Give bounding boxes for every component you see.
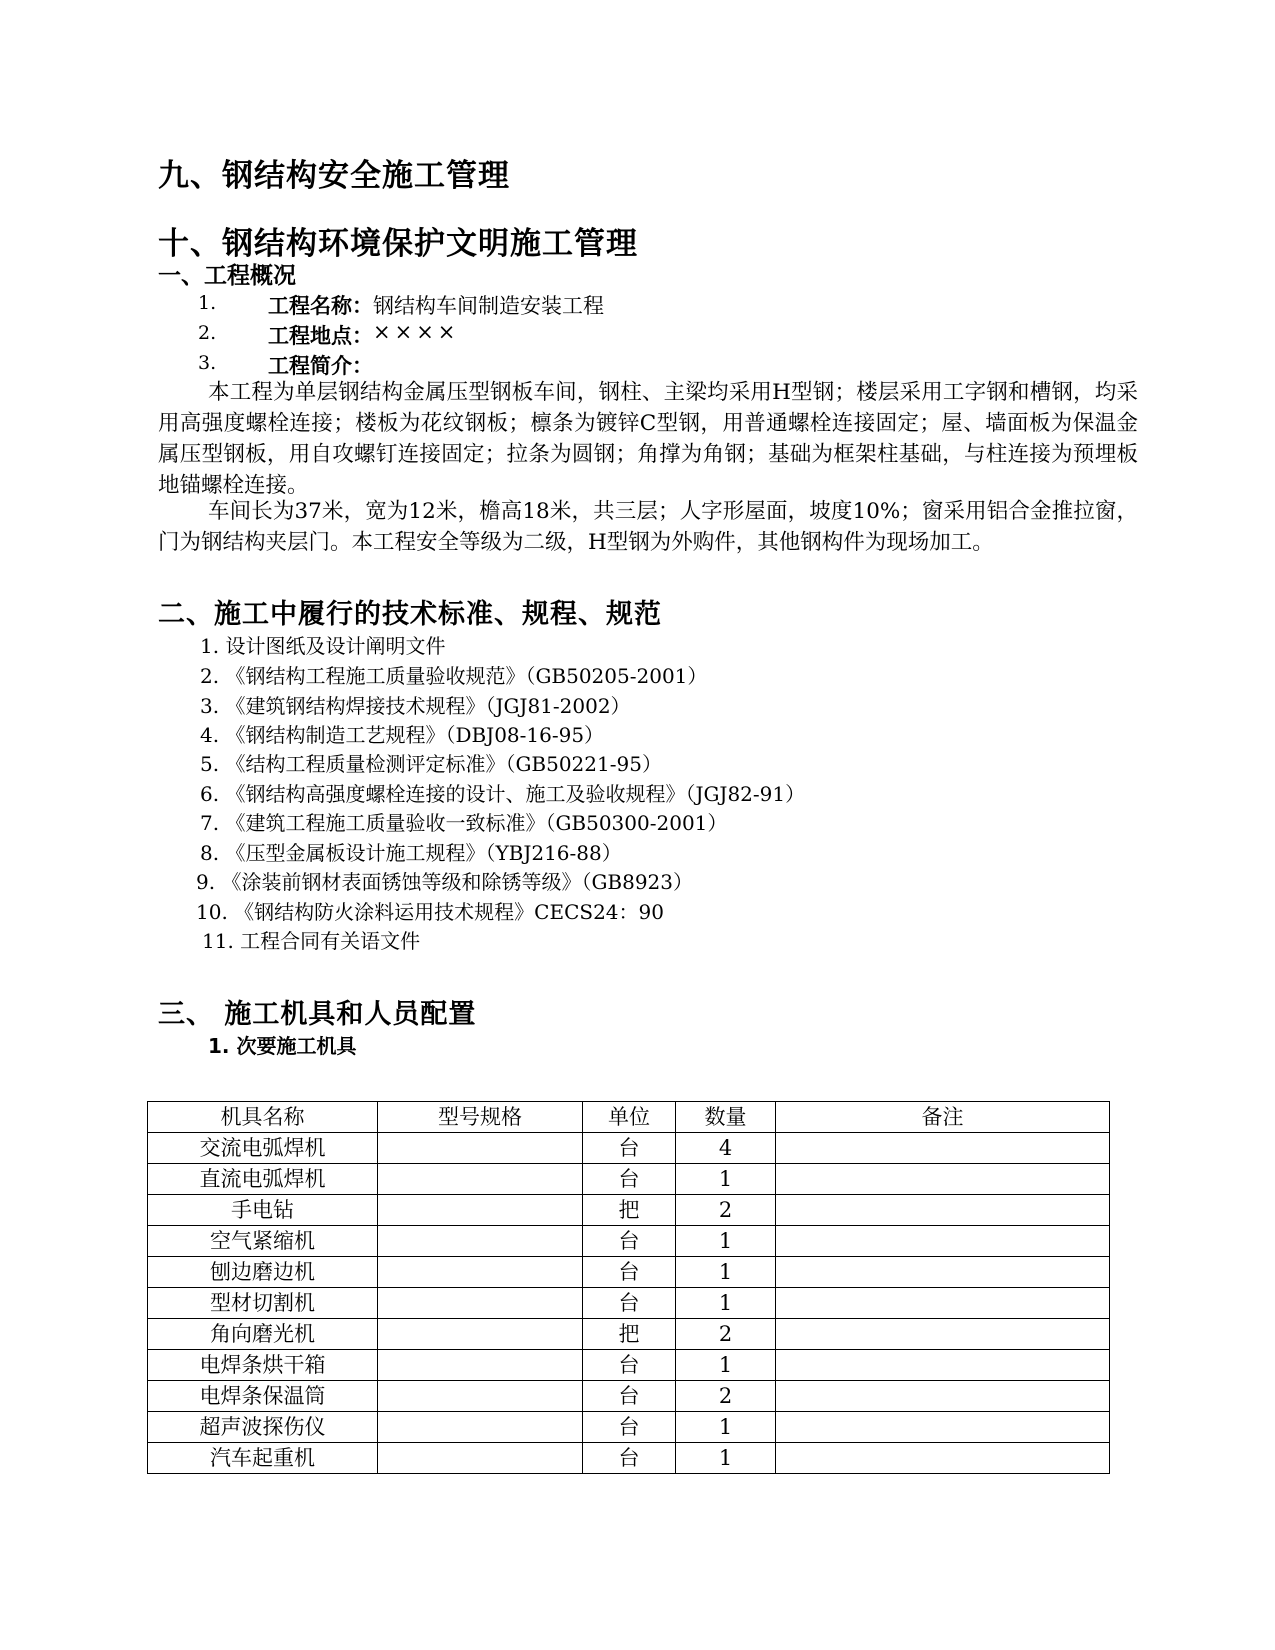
- cell-quantity: 2: [676, 1195, 776, 1226]
- table-row: [148, 1195, 1110, 1226]
- table-row: [148, 1133, 1110, 1164]
- cell-quantity: 2: [676, 1381, 776, 1412]
- heading-section-10: 十、钢结构环境保护文明施工管理: [158, 226, 638, 262]
- cell-quantity: 1: [676, 1412, 776, 1443]
- table-row: [148, 1288, 1110, 1319]
- table-row: [148, 1164, 1110, 1195]
- cell-unit: 台: [583, 1381, 676, 1412]
- cell-unit: 台: [583, 1443, 676, 1474]
- standard-item: 8. 《压型金属板设计施工规程》（YBJ216-88）: [200, 841, 622, 865]
- cell-tool-name: 手电钻: [148, 1195, 378, 1226]
- standard-item: 11. 工程合同有关语文件: [202, 929, 421, 953]
- cell-quantity: 1: [676, 1350, 776, 1381]
- cell-model-spec: [378, 1319, 583, 1350]
- cell-tool-name: 刨边磨边机: [148, 1257, 378, 1288]
- cell-model-spec: [378, 1288, 583, 1319]
- table-row: [148, 1412, 1110, 1443]
- overview-item-number: 1.: [198, 292, 217, 314]
- header-tool-name: 机具名称: [148, 1102, 378, 1133]
- overview-item-number: 3.: [198, 352, 217, 374]
- overview-item-value: 钢结构车间制造安装工程: [373, 294, 604, 318]
- cell-tool-name: 超声波探伤仪: [148, 1412, 378, 1443]
- table-row: [148, 1381, 1110, 1412]
- cell-model-spec: [378, 1133, 583, 1164]
- table-row: [148, 1350, 1110, 1381]
- table-row: [148, 1257, 1110, 1288]
- tools-table: [147, 1101, 1110, 1474]
- cell-tool-name: 电焊条保温筒: [148, 1381, 378, 1412]
- cell-tool-name: 角向磨光机: [148, 1319, 378, 1350]
- cell-tool-name: 交流电弧焊机: [148, 1133, 378, 1164]
- cell-unit: 台: [583, 1164, 676, 1195]
- standard-item: 10. 《钢结构防火涂料运用技术规程》CECS24：90: [196, 900, 664, 924]
- cell-quantity: 2: [676, 1319, 776, 1350]
- cell-unit: 把: [583, 1319, 676, 1350]
- standard-item: 5. 《结构工程质量检测评定标准》（GB50221-95）: [200, 752, 662, 776]
- cell-tool-name: 电焊条烘干箱: [148, 1350, 378, 1381]
- cell-model-spec: [378, 1350, 583, 1381]
- cell-tool-name: 汽车起重机: [148, 1443, 378, 1474]
- header-unit: 单位: [583, 1102, 676, 1133]
- standard-item: 3. 《建筑钢结构焊接技术规程》（JGJ81-2002）: [200, 694, 631, 718]
- cell-model-spec: [378, 1412, 583, 1443]
- cell-unit: 台: [583, 1288, 676, 1319]
- cell-tool-name: 直流电弧焊机: [148, 1164, 378, 1195]
- cell-remarks: [776, 1133, 1110, 1164]
- cell-model-spec: [378, 1257, 583, 1288]
- heading-section-9: 九、钢结构安全施工管理: [158, 158, 510, 194]
- cell-remarks: [776, 1257, 1110, 1288]
- cell-quantity: 1: [676, 1257, 776, 1288]
- cell-quantity: 1: [676, 1443, 776, 1474]
- header-remarks: 备注: [776, 1102, 1110, 1133]
- cell-tool-name: 空气紧缩机: [148, 1226, 378, 1257]
- cell-unit: 把: [583, 1195, 676, 1226]
- cell-quantity: 1: [676, 1226, 776, 1257]
- table-row: [148, 1226, 1110, 1257]
- cell-remarks: [776, 1288, 1110, 1319]
- cell-remarks: [776, 1350, 1110, 1381]
- overview-item-value: ××××: [373, 320, 460, 344]
- heading-tools-and-staff: 三、 施工机具和人员配置: [158, 999, 477, 1030]
- cell-unit: 台: [583, 1226, 676, 1257]
- cell-model-spec: [378, 1443, 583, 1474]
- cell-tool-name: 型材切割机: [148, 1288, 378, 1319]
- overview-paragraph-1: 本工程为单层钢结构金属压型钢板车间，钢柱、主梁均采用H型钢；楼层采用工字钢和槽钢，均采用高强度螺栓连接；楼板为花纹钢板；檩条为镀锌C型钢，用普通螺栓连接固定；屋、墙面板为保温金属压型钢板，用自攻螺钉连接固定；拉条为圆钢；角撑为角钢；基础为框架柱基础，与柱连接为预埋板地锚螺栓连接。: [158, 380, 1138, 498]
- overview-paragraph-2: 车间长为37米，宽为12米，檐高18米，共三层；人字形屋面，坡度10%；窗采用铝合金推拉窗，门为钢结构夹层门。本工程安全等级为二级，H型钢为外购件，其他钢构件为现场加工。: [158, 499, 1138, 555]
- cell-model-spec: [378, 1195, 583, 1226]
- overview-item-label: 工程地点：: [268, 324, 373, 348]
- standard-item: 4. 《钢结构制造工艺规程》（DBJ08-16-95）: [200, 723, 605, 747]
- overview-item-label: 工程名称：: [268, 294, 373, 318]
- header-model-spec: 型号规格: [378, 1102, 583, 1133]
- cell-quantity: 1: [676, 1288, 776, 1319]
- standard-item: 7. 《建筑工程施工质量验收一致标准》（GB50300-2001）: [200, 811, 728, 835]
- standard-item: 9. 《涂装前钢材表面锈蚀等级和除锈等级》（GB8923）: [196, 870, 694, 894]
- cell-remarks: [776, 1164, 1110, 1195]
- table-row: [148, 1443, 1110, 1474]
- heading-standards: 二、施工中履行的技术标准、规程、规范: [158, 599, 662, 630]
- overview-item-number: 2.: [198, 322, 217, 344]
- table-row: [148, 1319, 1110, 1350]
- overview-item-label: 工程简介：: [268, 354, 373, 378]
- cell-remarks: [776, 1381, 1110, 1412]
- table-header-row: [148, 1102, 1110, 1133]
- cell-unit: 台: [583, 1133, 676, 1164]
- cell-unit: 台: [583, 1412, 676, 1443]
- cell-unit: 台: [583, 1350, 676, 1381]
- cell-remarks: [776, 1195, 1110, 1226]
- standard-item: 6. 《钢结构高强度螺栓连接的设计、施工及验收规程》（JGJ82-91）: [200, 782, 806, 806]
- tools-subtitle: 1. 次要施工机具: [208, 1034, 357, 1058]
- header-quantity: 数量: [676, 1102, 776, 1133]
- cell-quantity: 4: [676, 1133, 776, 1164]
- cell-model-spec: [378, 1164, 583, 1195]
- cell-remarks: [776, 1319, 1110, 1350]
- cell-remarks: [776, 1443, 1110, 1474]
- cell-remarks: [776, 1412, 1110, 1443]
- heading-overview: 一、工程概况: [158, 263, 296, 289]
- cell-remarks: [776, 1226, 1110, 1257]
- standard-item: 1. 设计图纸及设计阐明文件: [200, 634, 446, 658]
- standard-item: 2. 《钢结构工程施工质量验收规范》（GB50205-2001）: [200, 664, 708, 688]
- cell-model-spec: [378, 1226, 583, 1257]
- cell-quantity: 1: [676, 1164, 776, 1195]
- cell-unit: 台: [583, 1257, 676, 1288]
- cell-model-spec: [378, 1381, 583, 1412]
